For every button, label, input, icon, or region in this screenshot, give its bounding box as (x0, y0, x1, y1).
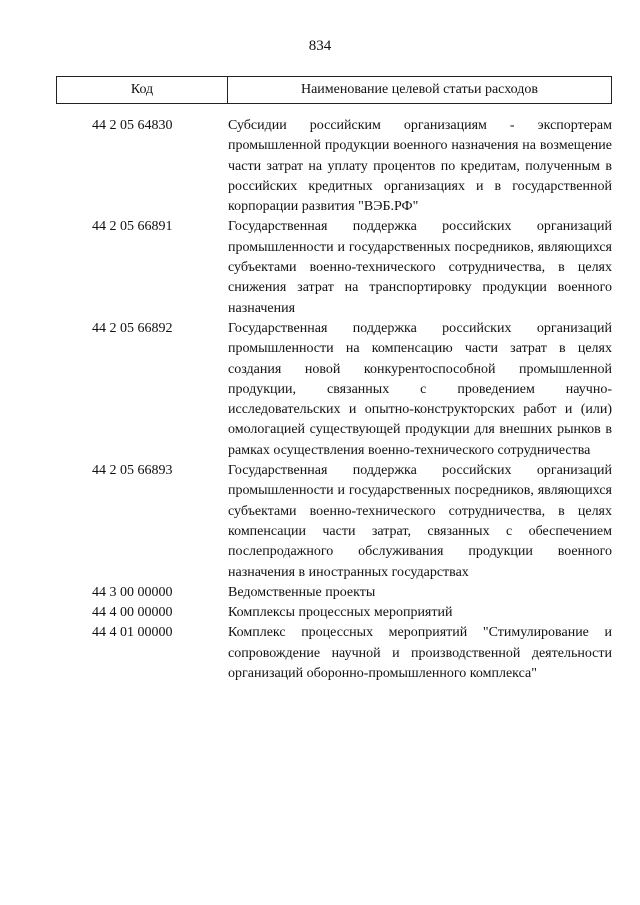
row-name: Государственная поддержка российских организаций промышленности и государственных посредников, являющихся субъектами военно-технического сотрудничества, в целях компенсации части затрат, связанных с обеспечением послепродажного обслуживания продукции военного назначения в иностранных государствах (228, 463, 612, 580)
row-code: 44 4 01 00000 (92, 625, 173, 641)
table-row (56, 603, 612, 623)
table-row (56, 583, 612, 603)
row-name: Комплекс процессных мероприятий "Стимулирование и сопровождение научной и производственной деятельности организаций оборонно-промышленного комплекса" (228, 625, 612, 682)
table-body (56, 116, 612, 684)
row-name: Комплексы процессных мероприятий (228, 605, 453, 621)
row-code: 44 2 05 66893 (92, 463, 173, 479)
row-code: 44 2 05 66891 (92, 219, 173, 235)
page-number: 834 (308, 38, 332, 54)
table-row (56, 461, 612, 583)
row-name: Государственная поддержка российских организаций промышленности и государственных посредников, являющихся субъектами военно-технического сотрудничества, в целях снижения затрат на транспортировку продукции военного назначения (228, 219, 612, 316)
row-name: Государственная поддержка российских организаций промышленности на компенсацию части затрат в целях создания новой конкурентоспособной промышленной продукции, связанных с проведением научно-исследовательских и опытно-конструкторских работ и (или) омологацией существующей продукции для внешних рынков в рамках осуществления военно-технического сотрудничества (228, 320, 612, 458)
row-code: 44 4 00 00000 (92, 605, 173, 621)
table-row (56, 217, 612, 318)
row-code: 44 2 05 66892 (92, 320, 173, 336)
table-row (56, 116, 612, 217)
row-code: 44 3 00 00000 (92, 584, 173, 600)
table-header (56, 76, 612, 104)
row-code: 44 2 05 64830 (92, 118, 173, 133)
table-row (56, 319, 612, 461)
header-code: Код (57, 77, 228, 104)
header-name: Наименование целевой статьи расходов (228, 77, 612, 104)
row-name: Ведомственные проекты (228, 584, 376, 600)
table-row (56, 623, 612, 684)
row-name: Субсидии российским организациям - экспортерам промышленной продукции военного назначения на возмещение части затрат на уплату процентов по кредитам, полученным в российских кредитных организациях и в государственной корпорации развития "ВЭБ.РФ" (228, 118, 612, 215)
